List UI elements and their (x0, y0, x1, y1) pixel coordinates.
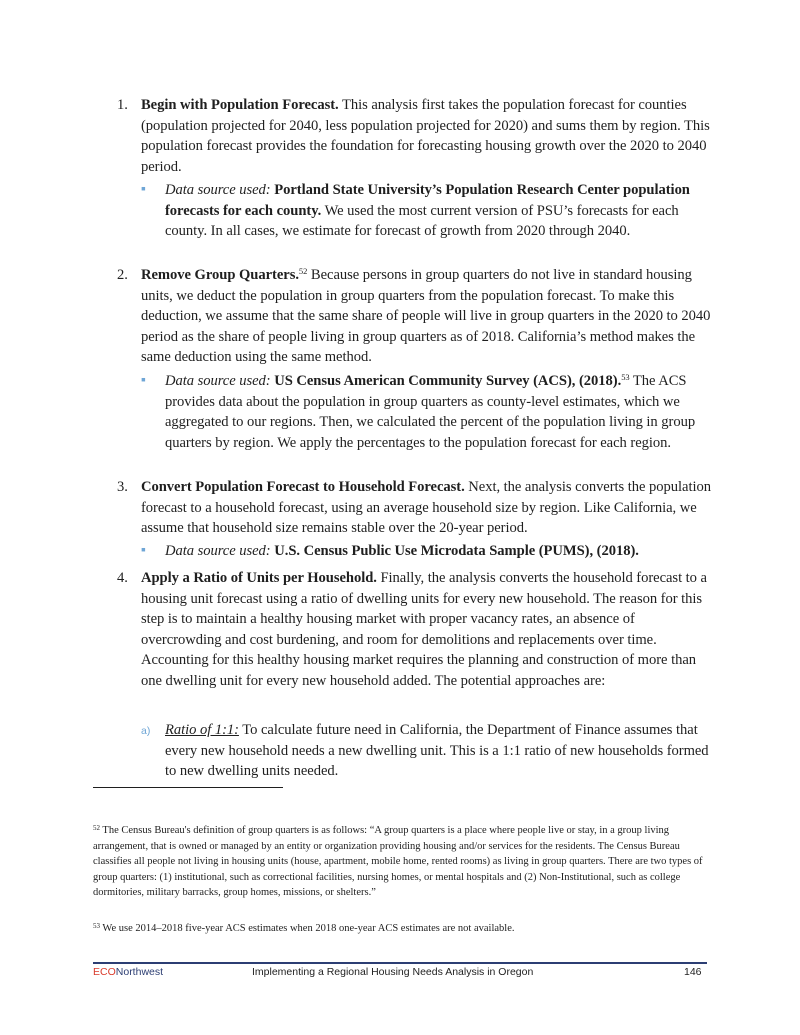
footnote-53 (93, 921, 713, 937)
list-item-1 (117, 95, 717, 177)
sub-text: We used the most current version of PSU’s forecasts for each county. In all cases, we estimate for forecast of growth from 2020 through 2040. (165, 202, 679, 239)
footnote-number: 52 (93, 824, 100, 832)
sub-paragraph (165, 720, 717, 782)
item-title: Begin with Population Forecast. (141, 97, 339, 113)
item-text: Because persons in group quarters do not live in standard housing units, we deduct the population in group quarters from the population forecast. To make this deduction, we assume that the same share of people will live in group quarters in the 2020 to 2040 period as the share of people living in group quarters as of 2018. California’s method makes the same deduction using the same method. (141, 267, 711, 365)
sub-lead: Ratio of 1:1: (165, 722, 239, 738)
sub-lead: Data source used: (165, 182, 271, 198)
sub-item-4a (141, 720, 711, 782)
list-paragraph (141, 477, 711, 539)
item-title: Apply a Ratio of Units per Household. (141, 570, 377, 586)
list-paragraph (141, 265, 711, 368)
item-text: This analysis first takes the population forecast for counties (population projected for 2040, less population projected for 2020) and sums them by region. This population forecast provides the foundation for forecasting housing growth over the 2020 to 2040 period. (141, 97, 710, 175)
sub-lead: Data source used: (165, 543, 271, 559)
footnote-text: The Census Bureau's definition of group quarters is as follows: “A group quarters is a place where people live or stay, in a group living arrangement, that is owned or managed by an entity or organization providing housing and/or services for the residents. The Census Bureau classifies all people not living in housing units (house, apartment, mobile home, rented rooms) as living in group quarters. There are two types of group quarters: (1) institutional, such as correctional facilities, nursing homes, or mental hospitals and (2) Non-Institutional, such as college dormitories, military barracks, group homes, missions, or shelters.” (93, 825, 703, 899)
item-text: Finally, the analysis converts the household forecast to a housing unit forecast using a ratio of dwelling units for every new household. The reason for this step is to maintain a healthy housing market with proper vacancy rates, an absence of overcrowding and cost burdening, and room for demolitions and replacements over time. Accounting for this healthy housing market requires the planning and construction of more than one dwelling unit for every new household added. The potential approaches are: (141, 570, 707, 689)
list-number: 3. (117, 479, 128, 495)
footnote-number: 53 (93, 922, 100, 930)
list-number: 1. (117, 97, 128, 113)
sub-paragraph (165, 180, 717, 242)
list-item-2 (117, 265, 717, 368)
list-paragraph (141, 568, 711, 691)
sub-text: To calculate future need in California, the Department of Finance assumes that every new household needs a new dwelling unit. This is a 1:1 ratio of new households formed to new dwelling units needed. (165, 722, 709, 779)
bullet-icon: ▪ (141, 182, 146, 197)
sub-lead: Data source used: (165, 373, 271, 389)
footnote-ref: 53 (621, 372, 630, 382)
item-text: Next, the analysis converts the population forecast to a household forecast, using an average household size by region. Like California, we assume that household size remains stable over the 20-year period. (141, 479, 711, 536)
sub-paragraph (165, 541, 717, 562)
footnote-52 (93, 823, 713, 901)
item-title: Convert Population Forecast to Household Forecast. (141, 479, 465, 495)
sub-paragraph (165, 371, 717, 453)
brand-northwest: Northwest (115, 966, 164, 978)
sub-bold: U.S. Census Public Use Microdata Sample (PUMS), (2018). (274, 543, 639, 559)
sub-text: The ACS provides data about the population in group quarters as county-level estimates, which we aggregated to our regions. Then, we calculated the percent of the population living in group quarters by region. We apply the percentages to the population forecast for each region. (165, 373, 696, 451)
page-number: 146 (684, 966, 702, 978)
list-number: 2. (117, 267, 128, 283)
footnote-ref: 52 (298, 266, 308, 276)
footnote-text: We use 2014–2018 five-year ACS estimates when 2018 one-year ACS estimates are not available. (100, 923, 515, 934)
footnote-divider (93, 787, 283, 788)
list-paragraph (141, 95, 711, 177)
bullet-icon: ▪ (141, 543, 146, 558)
footer-title: Implementing a Regional Housing Needs Analysis in Oregon (252, 966, 534, 978)
bullet-icon: ▪ (141, 373, 146, 388)
footer-divider (93, 962, 707, 964)
alpha-marker: a) (141, 725, 151, 737)
sub-item-1 (141, 180, 711, 242)
sub-item-2 (141, 371, 711, 453)
sub-bold: Portland State University’s Population Research Center population forecasts for each county. (165, 182, 690, 219)
sub-item-3 (141, 541, 711, 562)
list-item-3 (117, 477, 717, 539)
list-number: 4. (117, 570, 128, 586)
list-item-4 (117, 568, 717, 691)
item-title: Remove Group Quarters. (141, 267, 299, 283)
footer-brand (93, 965, 163, 979)
brand-eco: ECO (93, 966, 116, 978)
sub-bold: US Census American Community Survey (ACS), (2018). (274, 373, 622, 389)
